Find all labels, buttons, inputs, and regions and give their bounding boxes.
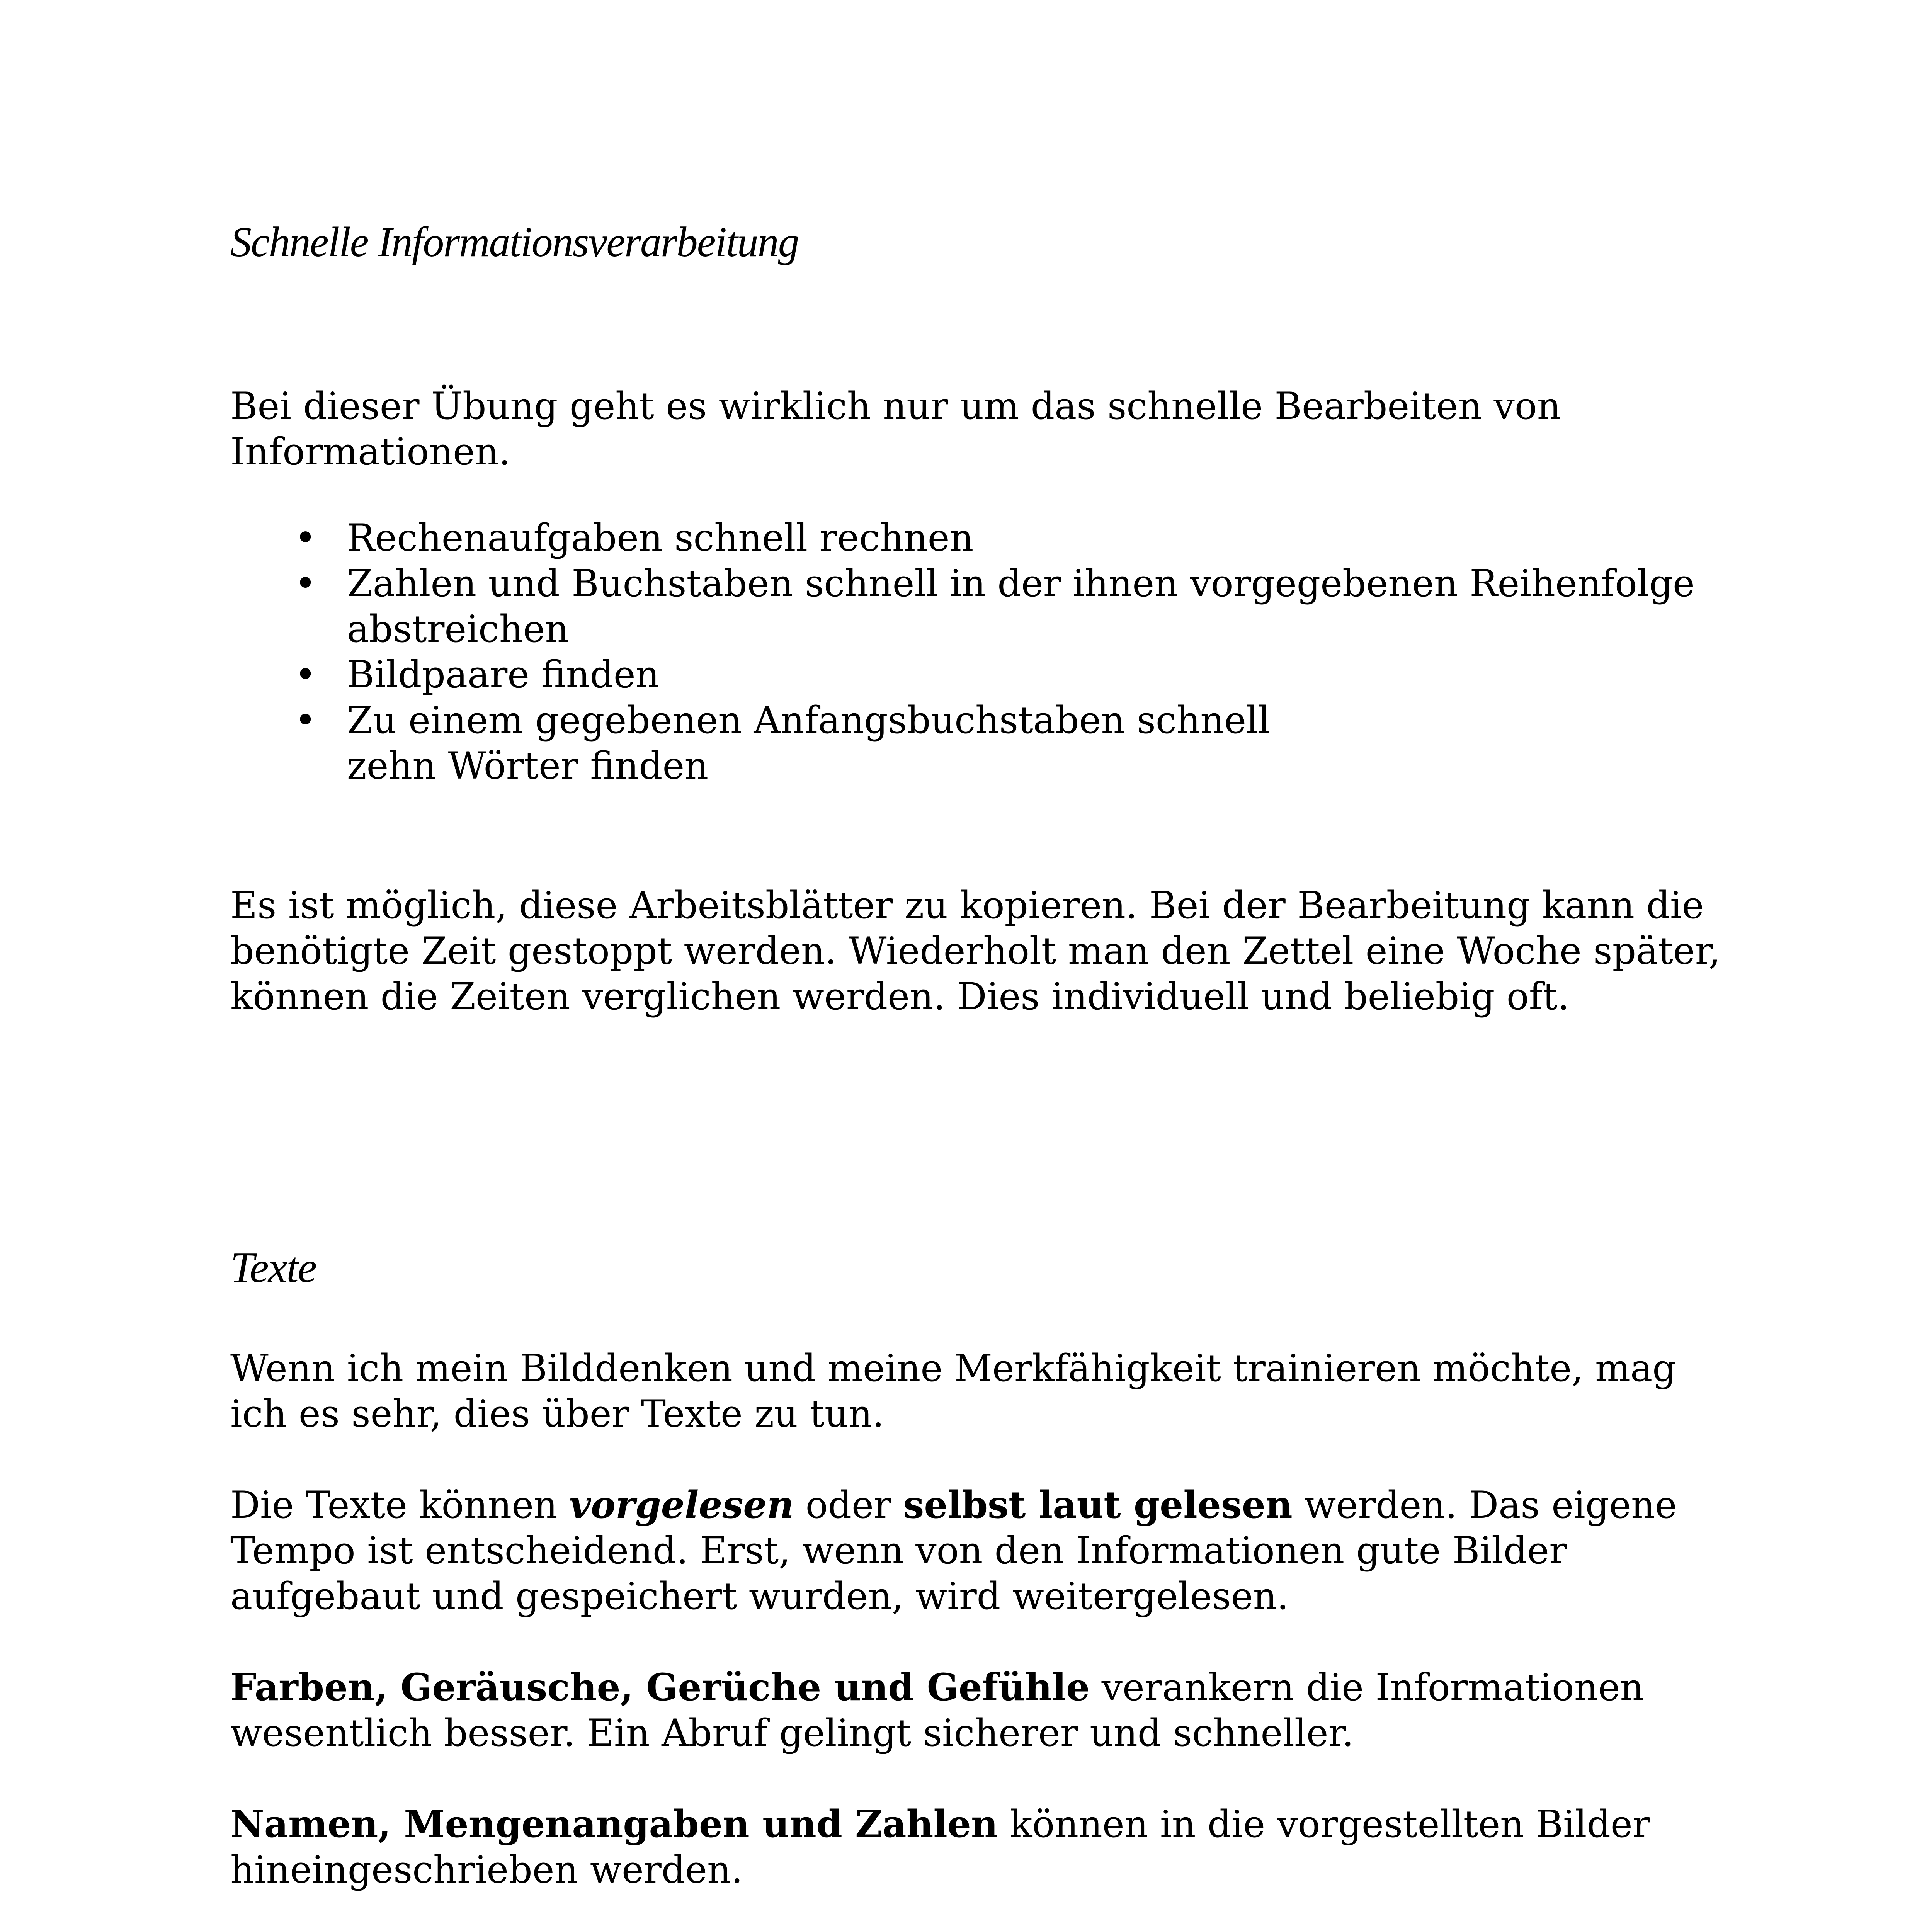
emphasis-selbst-laut-gelesen: selbst laut gelesen [903,1483,1293,1527]
exercise-list [230,515,1722,789]
list-item-text: Zu einem gegebenen Anfangsbuchstaben schnell zehn Wörter finden [347,699,1270,787]
bullet-icon: • [294,653,316,696]
text-run: verankern die Informationen wesentlich besser. Ein Abruf gelingt sicherer und schneller. [230,1666,1644,1755]
texte-paragraph-3 [230,1665,1722,1756]
list-item [230,652,1722,697]
texte-paragraph-1: Wenn ich mein Bilddenken und meine Merkfähigkeit trainieren möchte, mag ich es sehr, dies über Texte zu tun. [230,1347,1676,1436]
list-item-text: Rechenaufgaben schnell rechnen [347,516,974,560]
text-run: werden. Das eigene Tempo ist entscheidend. Erst, wenn von den Informationen gute Bilder aufgebaut und gespeichert wurden, wird weitergelesen. [230,1483,1677,1618]
section-title-informationsverarbeitung: Schnelle Informationsverarbeitung [230,218,799,265]
texte-paragraph-4 [230,1801,1722,1893]
list-item [230,697,1722,789]
copy-paragraph: Es ist möglich, diese Arbeitsblätter zu kopieren. Bei der Bearbeitung kann die benötigte Zeit gestoppt werden. Wiederholt man den Zettel eine Woche später, können die Zeiten verglichen werden. Dies individuell und beliebig oft. [230,884,1721,1018]
text-run: Die Texte können [230,1483,570,1527]
texte-paragraph-2 [230,1482,1722,1619]
list-item-text: Zahlen und Buchstaben schnell in der ihnen vorgegebenen Reihenfolge abstreichen [347,562,1695,651]
list-item [230,515,1722,561]
bullet-icon: • [294,562,316,605]
text-run: können in die vorgestellten Bilder hineingeschrieben werden. [230,1803,1650,1892]
list-item [230,561,1722,652]
section-title-texte: Texte [230,1244,316,1292]
text-run: oder [794,1483,903,1527]
intro-paragraph: Bei dieser Übung geht es wirklich nur um das schnelle Bearbeiten von Informationen. [230,384,1561,473]
list-item-text: Bildpaare finden [347,653,660,696]
bullet-icon: • [294,516,316,560]
bullet-icon: • [294,699,316,742]
emphasis-vorgelesen: vorgelesen [569,1483,794,1527]
emphasis-sinne: Farben, Geräusche, Gerüche und Gefühle [230,1665,1090,1709]
emphasis-namen-zahlen: Namen, Mengenangaben und Zahlen [230,1802,998,1846]
page-content [230,216,1722,1932]
